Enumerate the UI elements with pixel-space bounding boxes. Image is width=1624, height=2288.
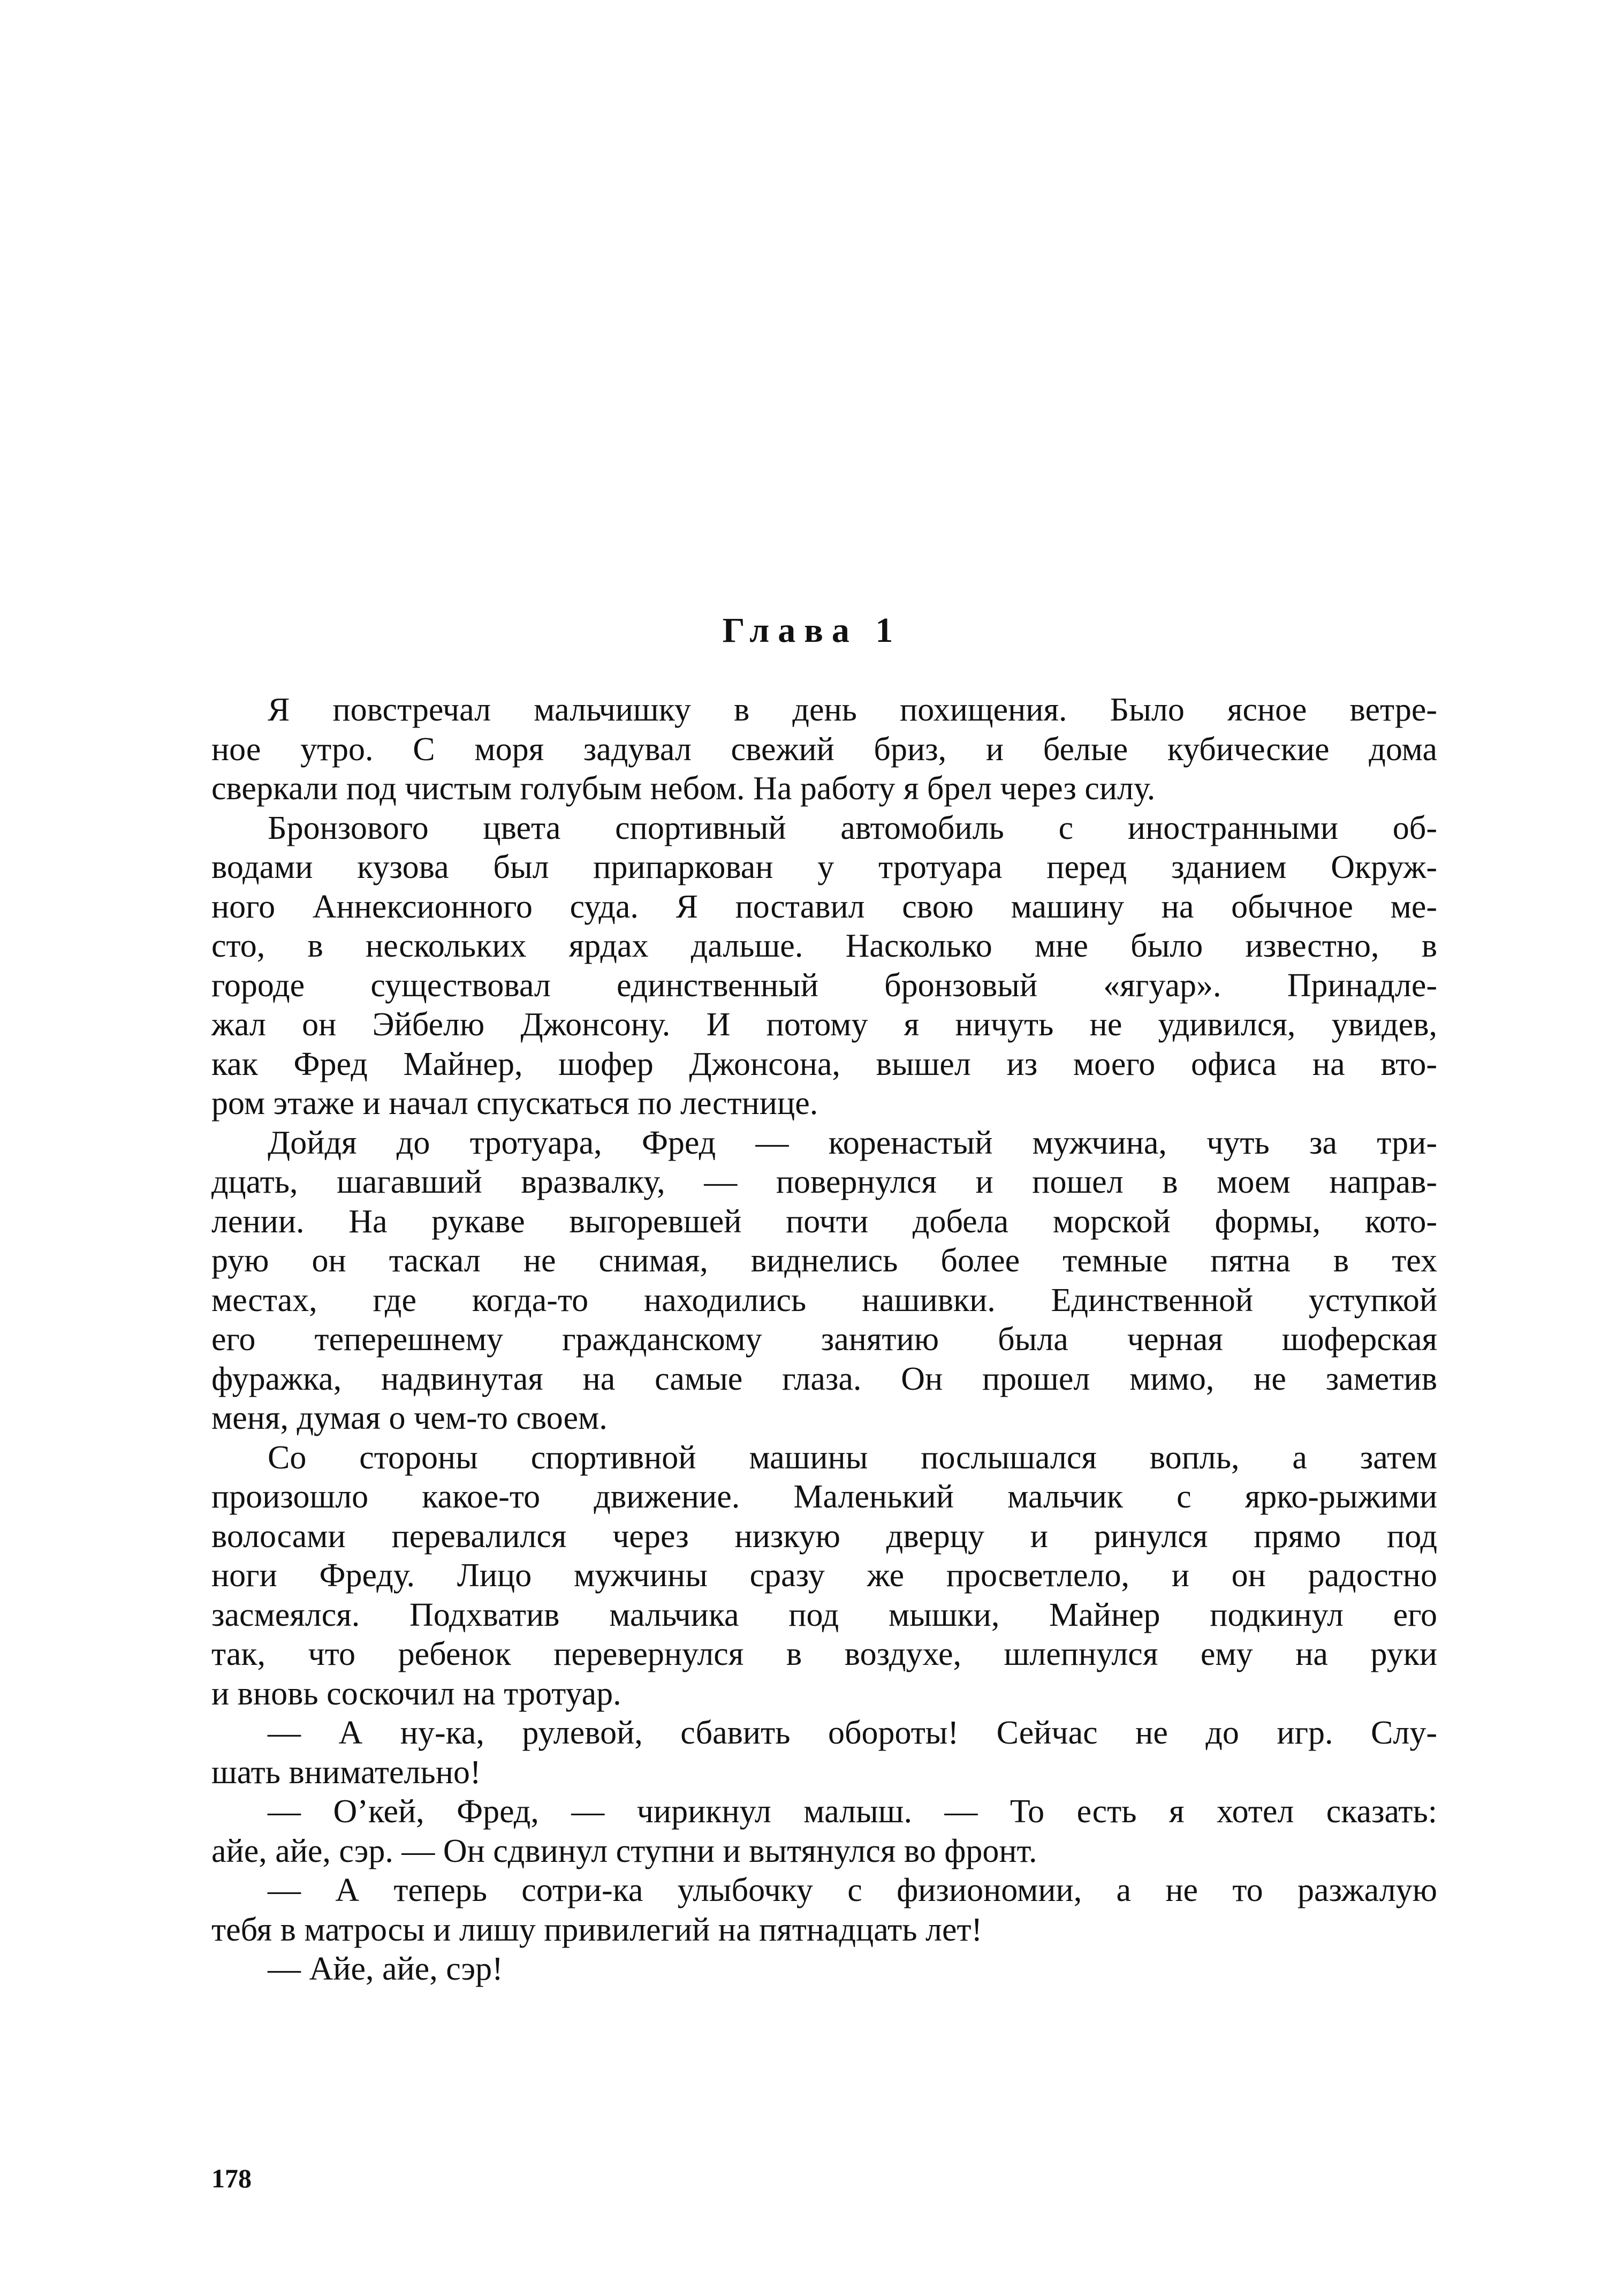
paragraph — [211, 1124, 1437, 1438]
text-line: ного Аннексионного суда. Я поставил свою машину на обычное ме- — [211, 888, 1437, 925]
chapter-title: Глава 1 — [722, 611, 902, 650]
text-line: фуражка, надвинутая на самые глаза. Он прошел мимо, не заметив — [211, 1360, 1437, 1397]
paragraph — [211, 1950, 1437, 1989]
chapter-text — [211, 691, 1437, 1989]
text-line: произошло какое-то движение. Маленький мальчик с ярко-рыжими — [211, 1479, 1437, 1515]
text-line: айе, айе, сэр. — Он сдвинул ступни и вытянулся во фронт. — [211, 1832, 1037, 1869]
text-line: его теперешнему гражданскому занятию была черная шоферская — [211, 1321, 1437, 1358]
text-line: сто, в нескольких ярдах дальше. Насколько мне было известно, в — [211, 928, 1437, 964]
text-line: меня, думая о чем-то своем. — [211, 1400, 608, 1436]
text-line: водами кузова был припаркован у тротуара перед зданием Окруж- — [211, 849, 1437, 885]
text-line: лении. На рукаве выгоревшей почти добела морской формы, кото- — [211, 1203, 1437, 1240]
text-line: Бронзового цвета спортивный автомобиль с иностранными об- — [268, 809, 1437, 846]
text-line: рую он таскал не снимая, виднелись более темные пятна в тех — [211, 1243, 1437, 1279]
text-line: и вновь соскочил на тротуар. — [211, 1675, 621, 1712]
text-line: ное утро. С моря задувал свежий бриз, и белые кубические дома — [211, 731, 1437, 768]
text-line: городе существовал единственный бронзовый «ягуар». Принадле- — [211, 967, 1437, 1004]
text-line: — О’кей, Фред, — чирикнул малыш. — То есть я хотел сказать: — [268, 1793, 1437, 1830]
text-line: шать внимательно! — [211, 1754, 481, 1791]
text-line: тебя в матросы и лишу привилегий на пятнадцать лет! — [211, 1911, 983, 1948]
text-line: — Айе, айе, сэр! — [268, 1951, 503, 1987]
text-line: жал он Эйбелю Джонсону. И потому я ничуть не удивился, увидев, — [211, 1006, 1437, 1043]
paragraph — [211, 1438, 1437, 1714]
text-line: — А ну-ка, рулевой, сбавить обороты! Сейчас не до игр. Слу- — [268, 1715, 1437, 1751]
text-line: ноги Фреду. Лицо мужчины сразу же просветлело, и он радостно — [211, 1557, 1437, 1594]
text-line: Со стороны спортивной машины послышался вопль, а затем — [268, 1439, 1437, 1476]
page-number: 178 — [211, 2163, 252, 2193]
text-line: Я повстречал мальчишку в день похищения. Было ясное ветре- — [268, 692, 1437, 728]
text-line: так, что ребенок перевернулся в воздухе, шлепнулся ему на руки — [211, 1636, 1437, 1672]
text-line: ром этаже и начал спускаться по лестнице. — [211, 1085, 818, 1122]
paragraph — [211, 809, 1437, 1124]
text-line: — А теперь сотри-ка улыбочку с физиономии, а не то разжалую — [268, 1872, 1437, 1908]
text-line: Дойдя до тротуара, Фред — коренастый мужчина, чуть за три- — [268, 1124, 1437, 1161]
paragraph — [211, 1871, 1437, 1950]
text-line: дцать, шагавший вразвалку, — повернулся и пошел в моем направ- — [211, 1164, 1437, 1200]
paragraph — [211, 691, 1437, 809]
text-line: засмеялся. Подхватив мальчика под мышки, Майнер подкинул его — [211, 1596, 1437, 1633]
text-line: как Фред Майнер, шофер Джонсона, вышел из моего офиса на вто- — [211, 1045, 1437, 1082]
text-line: волосами перевалился через низкую дверцу и ринулся прямо под — [211, 1518, 1437, 1555]
text-line: местах, где когда-то находились нашивки. Единственной уступкой — [211, 1282, 1437, 1319]
paragraph — [211, 1792, 1437, 1871]
text-line: сверкали под чистым голубым небом. На работу я брел через силу. — [211, 770, 1156, 807]
paragraph — [211, 1714, 1437, 1792]
